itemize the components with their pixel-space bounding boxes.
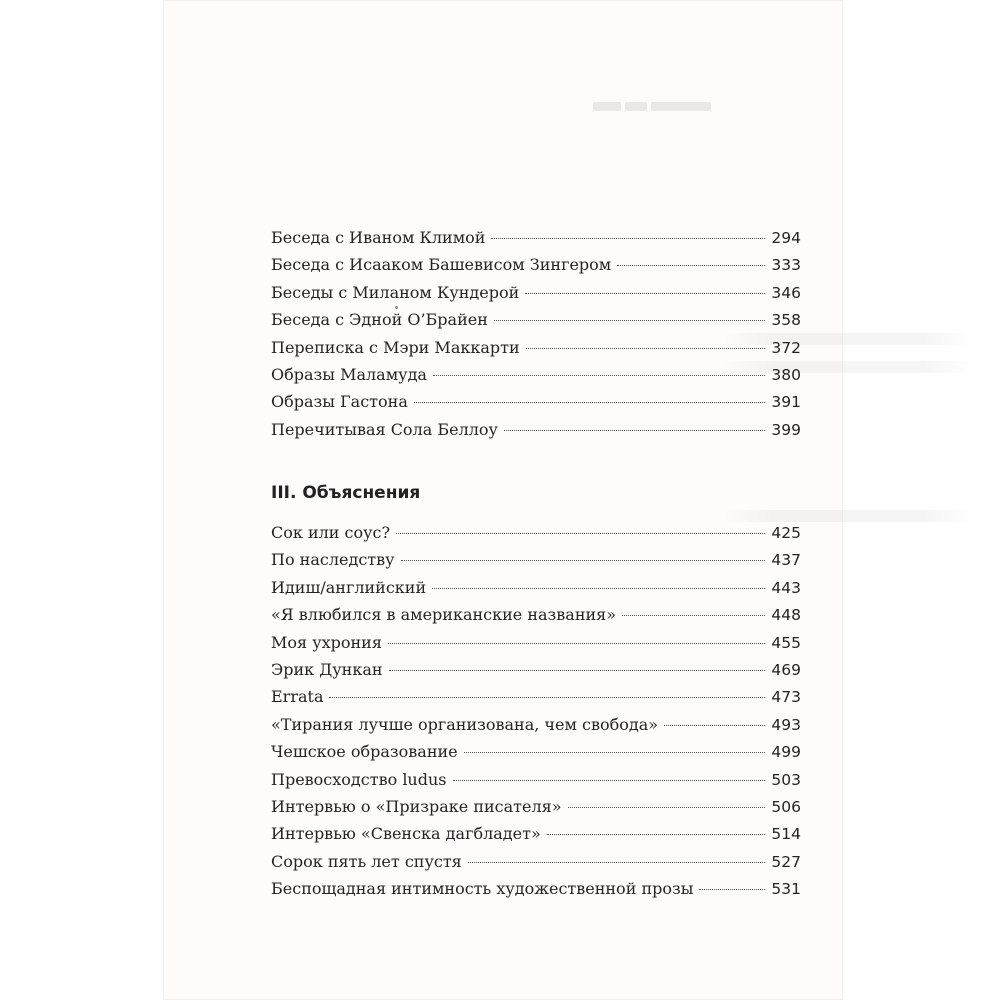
toc-entry-title: Интервью «Свенска дагбладет» [271, 824, 541, 844]
toc-entry-title: Моя ухрония [271, 632, 382, 652]
toc-entry-title: Перечитывая Сола Беллоу [271, 419, 498, 439]
toc-entry-title: «Я влюбился в американские названия» [271, 605, 617, 625]
dot-leader [526, 348, 766, 349]
toc-entry [271, 848, 801, 875]
toc-entry-title: Беседа с Эдной О’Брайен [271, 310, 488, 330]
toc-entry-title: Переписка с Мэри Маккарти [271, 337, 520, 357]
toc-entry [271, 519, 801, 546]
dot-leader [388, 643, 765, 644]
dot-leader [504, 430, 765, 431]
toc-entry [271, 388, 801, 415]
toc-entry-page: 473 [771, 688, 801, 707]
toc-entry-title: Беседа с Иваном Климой [271, 228, 486, 247]
dot-leader [699, 889, 765, 890]
toc-entry [271, 711, 801, 738]
toc-entry-page: 527 [771, 852, 801, 871]
toc-entry [271, 416, 801, 443]
dot-leader [414, 402, 766, 403]
toc-entry-page: 437 [771, 551, 801, 570]
dot-leader [547, 834, 766, 835]
toc-entry [271, 766, 801, 793]
toc-entry-page: 531 [771, 880, 801, 899]
toc-entry-page: 493 [771, 715, 801, 734]
toc-entry-page: 425 [771, 524, 801, 542]
toc-entry-title: Чешское образование [271, 742, 458, 762]
toc-entry [271, 334, 801, 361]
toc-entry-page: 448 [771, 606, 801, 625]
toc-entry [271, 820, 801, 847]
toc-entry-title: Беседа с Исааком Башевисом Зингером [271, 255, 612, 275]
toc-entry-page: 372 [771, 338, 801, 357]
toc-entry [271, 738, 801, 765]
toc-entry [271, 629, 801, 656]
toc-entry-page: 469 [771, 660, 801, 679]
toc-entry-title: Образы Гастона [271, 392, 408, 412]
toc-entry-page: 358 [771, 311, 801, 330]
faded-running-head [593, 96, 723, 118]
toc-entry-title: Интервью о «Призраке писателя» [271, 796, 562, 816]
dot-leader [464, 752, 766, 753]
toc-entry-title: Идиш/английский [271, 577, 427, 597]
dot-leader [432, 588, 765, 589]
toc-entry-title: Беспощадная интимность художественной прозы [271, 879, 694, 899]
toc-entry-title: «Тирания лучше организована, чем свобода» [271, 714, 659, 734]
toc-entry-page: 399 [771, 420, 801, 439]
dot-leader [433, 375, 765, 376]
section-heading: III. Объяснения [271, 483, 421, 503]
toc-entry [271, 224, 801, 251]
dot-leader [664, 725, 765, 726]
dot-leader [453, 780, 766, 781]
toc-entry-title: Errata [271, 687, 324, 707]
toc-entry-title: Превосходство ludus [271, 769, 447, 789]
toc-entry-page: 380 [771, 365, 801, 384]
dot-leader [389, 670, 766, 671]
toc-entry [271, 306, 801, 333]
toc-entry [271, 251, 801, 278]
dot-leader [617, 265, 765, 266]
toc-entry [271, 793, 801, 820]
dot-leader [468, 862, 766, 863]
toc-entry-title: Образы Маламуда [271, 364, 427, 384]
toc-entry [271, 656, 801, 683]
toc-entry [271, 546, 801, 573]
dot-leader [494, 320, 766, 321]
toc-entry-title: Эрик Дункан [271, 659, 383, 679]
dot-leader [525, 293, 765, 294]
book-page [163, 0, 843, 1000]
toc-entry [271, 601, 801, 628]
dot-leader [491, 238, 765, 239]
toc-entry-page: 443 [771, 578, 801, 597]
toc-entry [271, 875, 801, 902]
toc-entry-page: 346 [771, 283, 801, 302]
toc-entry-page: 503 [771, 770, 801, 789]
toc-entry-page: 506 [771, 797, 801, 816]
toc-entry-page: 455 [771, 633, 801, 652]
toc-entry-page: 514 [771, 825, 801, 844]
toc-entry [271, 361, 801, 388]
dot-leader [329, 697, 765, 698]
toc-entry [271, 683, 801, 710]
toc-entry-title: Беседы с Миланом Кундерой [271, 282, 520, 302]
dot-leader [396, 533, 765, 534]
dot-leader [401, 560, 766, 561]
dot-leader [622, 615, 765, 616]
toc-entry [271, 574, 801, 601]
toc-section-three [271, 519, 801, 902]
toc-entry-page: 499 [771, 743, 801, 762]
toc-entry-title: По наследству [271, 550, 395, 570]
toc-entry-page: 391 [771, 393, 801, 412]
toc-entry-page: 294 [771, 229, 801, 247]
toc-entry-page: 333 [771, 256, 801, 275]
toc-entry [271, 279, 801, 306]
dot-leader [568, 807, 766, 808]
toc-entry-title: Сок или соус? [271, 523, 391, 542]
toc-section-one [271, 224, 801, 443]
toc-entry-title: Сорок пять лет спустя [271, 851, 462, 871]
